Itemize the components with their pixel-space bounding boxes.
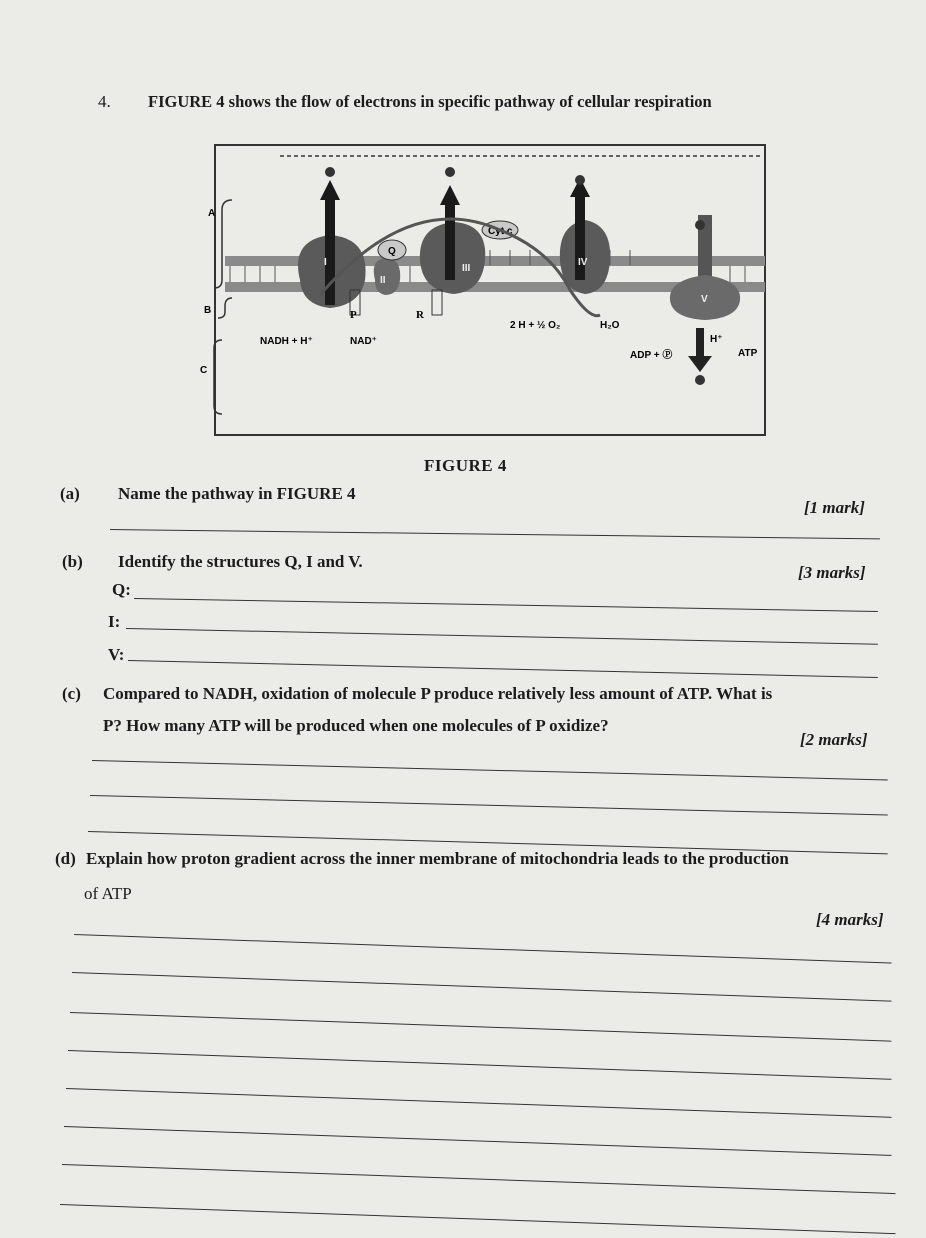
part-b-label: (b) — [62, 552, 83, 571]
part-d-text-1: Explain how proton gradient across the inner membrane of mitochondria leads to the production — [86, 849, 789, 868]
answer-line-c-1[interactable] — [92, 760, 888, 780]
answer-line-v[interactable] — [128, 660, 878, 678]
label-r: R — [416, 309, 424, 321]
answer-line-d-6[interactable] — [64, 1126, 892, 1156]
cytc-label: Cyt c — [488, 226, 513, 237]
part-d-label: (d) — [55, 849, 76, 868]
answer-line-d-8[interactable] — [60, 1204, 896, 1234]
proton-iii — [445, 167, 455, 177]
blank-q-label: Q: — [112, 580, 131, 599]
answer-line-d-2[interactable] — [72, 972, 892, 1002]
answer-line-d-5[interactable] — [66, 1088, 892, 1118]
electron-transport-figure — [170, 130, 780, 440]
part-b-text: Identify the structures Q, I and V. — [118, 552, 363, 571]
atp-synthase-arrow-head — [688, 356, 712, 372]
label-c: C — [200, 365, 208, 376]
answer-line-d-7[interactable] — [62, 1164, 896, 1194]
blank-i-label: I: — [108, 612, 121, 631]
proton-v-top — [695, 220, 705, 230]
brace-a — [214, 200, 232, 288]
oxygen-label: 2 H + ½ O₂ — [510, 320, 561, 331]
complex-ii — [374, 258, 400, 295]
part-a-marks: [1 mark] — [804, 498, 865, 517]
nadh-label: NADH + H⁺ — [260, 336, 313, 347]
complex-ii-label: II — [380, 275, 386, 286]
figure-caption: FIGURE 4 — [424, 456, 507, 475]
complex-v-label: V — [701, 294, 708, 305]
proton-label: H⁺ — [710, 334, 723, 345]
atp-synthase-arrow-shaft — [696, 328, 704, 358]
answer-line-c-2[interactable] — [90, 795, 888, 815]
r-box — [432, 290, 442, 315]
nad-label: NAD⁺ — [350, 336, 377, 347]
proton-v — [695, 375, 705, 385]
answer-line-q[interactable] — [134, 598, 878, 612]
proton-arrow-i — [320, 180, 340, 200]
part-a-text: Name the pathway in FIGURE 4 — [118, 484, 356, 503]
answer-line-d-3[interactable] — [70, 1012, 892, 1042]
part-c-marks: [2 marks] — [800, 730, 868, 749]
part-c-text-1: Compared to NADH, oxidation of molecule P produce relatively less amount of ATP. What is — [103, 684, 773, 703]
proton-iv — [575, 175, 585, 185]
electron-transport-diagram — [170, 130, 780, 440]
complex-i-label: I — [324, 257, 327, 268]
part-d-marks: [4 marks] — [816, 910, 884, 929]
blank-v-label: V: — [108, 645, 125, 664]
proton-arrow-iii — [440, 185, 460, 205]
part-c-text-2: P? How many ATP will be produced when one molecules of P oxidize? — [103, 716, 609, 735]
part-c-label: (c) — [62, 684, 81, 703]
part-d-text-2: of ATP — [84, 884, 132, 903]
answer-line-i[interactable] — [126, 628, 878, 645]
part-b-marks: [3 marks] — [798, 563, 866, 582]
complex-iv-label: IV — [578, 257, 588, 268]
atp-label: ATP — [738, 348, 758, 359]
answer-line-a[interactable] — [110, 529, 880, 539]
answer-line-d-1[interactable] — [74, 934, 892, 964]
part-a-label: (a) — [60, 484, 80, 503]
adp-label: ADP + Ⓟ — [630, 350, 673, 361]
brace-b — [218, 298, 232, 318]
question-number: 4. — [98, 92, 111, 111]
label-b: B — [204, 305, 212, 316]
q-label: Q — [388, 246, 396, 257]
question-intro: FIGURE 4 shows the flow of electrons in specific pathway of cellular respiration — [148, 92, 712, 111]
complex-iii-label: III — [462, 263, 471, 274]
complex-iii-channel — [445, 200, 455, 280]
label-p: P — [350, 309, 357, 321]
water-label: H₂O — [600, 320, 620, 331]
answer-line-d-4[interactable] — [68, 1050, 892, 1080]
label-a: A — [208, 208, 216, 219]
proton-i — [325, 167, 335, 177]
